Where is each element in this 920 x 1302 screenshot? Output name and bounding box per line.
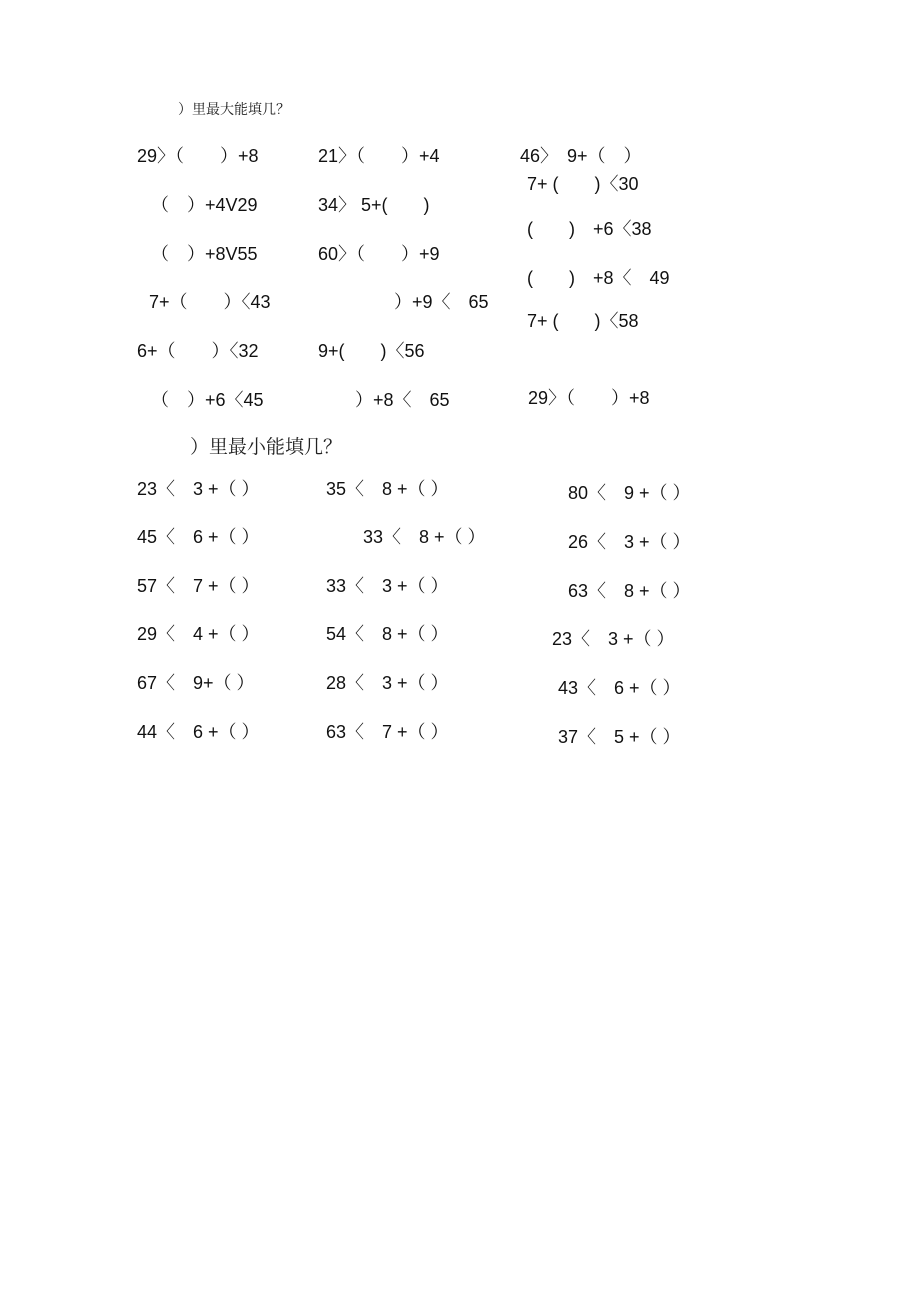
problem-item: 80〈 9 +（ ） xyxy=(568,483,691,503)
problem-item: 33〈 8 +（ ） xyxy=(363,527,486,547)
problem-item: 28〈 3 +（ ） xyxy=(326,673,449,693)
problem-item: （ ）+6〈45 xyxy=(151,390,264,410)
problem-item: 7+ ( )〈30 xyxy=(527,174,639,194)
problem-item: 67〈 9+（ ） xyxy=(137,673,255,693)
problem-item: 7+（ ）〈43 xyxy=(149,292,271,312)
problem-item: ( ) +6〈38 xyxy=(527,219,652,239)
problem-item: 44〈 6 +（ ） xyxy=(137,722,260,742)
problem-item: 37〈 5 +（ ） xyxy=(558,727,681,747)
problem-item: 57〈 7 +（ ） xyxy=(137,576,260,596)
problem-item: 23〈 3 +（ ） xyxy=(137,479,260,499)
problem-item: 29〈 4 +（ ） xyxy=(137,624,260,644)
problem-item: ）+8〈 65 xyxy=(355,390,450,410)
problem-item: 21〉（ ）+4 xyxy=(318,146,440,166)
problem-item: ）+9〈 65 xyxy=(394,292,489,312)
problem-item: 6+（ ）〈32 xyxy=(137,341,259,361)
problem-item: 63〈 8 +（ ） xyxy=(568,581,691,601)
problem-item: （ ）+4V29 xyxy=(151,195,258,215)
problem-item: 33〈 3 +（ ） xyxy=(326,576,449,596)
problem-item: 45〈 6 +（ ） xyxy=(137,527,260,547)
problem-item: 54〈 8 +（ ） xyxy=(326,624,449,644)
problem-item: 23〈 3 +（ ） xyxy=(552,629,675,649)
problem-item: 35〈 8 +（ ） xyxy=(326,479,449,499)
problem-item: ( ) +8〈 49 xyxy=(527,268,670,288)
problem-item: 29〉（ ）+8 xyxy=(137,146,259,166)
problem-item: 29〉（ ）+8 xyxy=(528,388,650,408)
problem-item: 7+ ( )〈58 xyxy=(527,311,639,331)
section1-heading: ）里最大能填几？ xyxy=(178,102,290,118)
problem-item: 26〈 3 +（ ） xyxy=(568,532,691,552)
problem-item: （ ）+8V55 xyxy=(151,244,258,264)
problem-item: 60〉（ ）+9 xyxy=(318,244,440,264)
problem-item: 9+( )〈56 xyxy=(318,341,425,361)
problem-item: 43〈 6 +（ ） xyxy=(558,678,681,698)
problem-item: 34〉 5+( ) xyxy=(318,195,430,215)
section2-heading: ）里最小能填几？ xyxy=(190,436,343,458)
problem-item: 63〈 7 +（ ） xyxy=(326,722,449,742)
problem-item: 46〉 9+（ ） xyxy=(520,146,642,166)
